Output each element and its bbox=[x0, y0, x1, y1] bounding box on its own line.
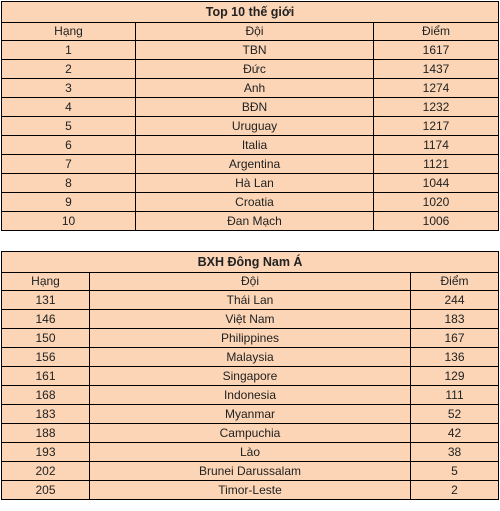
team-cell: Indonesia bbox=[90, 386, 411, 405]
team-cell: Singapore bbox=[90, 367, 411, 386]
points-column-header: Điểm bbox=[374, 23, 499, 41]
points-cell: 38 bbox=[411, 443, 499, 462]
table-row bbox=[2, 212, 499, 231]
sea-table-title-row bbox=[2, 252, 499, 273]
points-column-header: Điểm bbox=[411, 273, 499, 291]
table-row bbox=[2, 310, 499, 329]
sea-table-header-row bbox=[2, 273, 499, 291]
rank-column-header: Hạng bbox=[2, 273, 90, 291]
team-cell: Đức bbox=[136, 60, 374, 79]
rank-cell: 4 bbox=[2, 98, 136, 117]
points-cell: 244 bbox=[411, 291, 499, 310]
points-cell: 1121 bbox=[374, 155, 499, 174]
points-cell: 1274 bbox=[374, 79, 499, 98]
points-cell: 111 bbox=[411, 386, 499, 405]
table-row bbox=[2, 193, 499, 212]
table-row bbox=[2, 443, 499, 462]
table-row bbox=[2, 367, 499, 386]
points-cell: 183 bbox=[411, 310, 499, 329]
points-cell: 5 bbox=[411, 462, 499, 481]
points-cell: 1217 bbox=[374, 117, 499, 136]
team-cell: Malaysia bbox=[90, 348, 411, 367]
team-cell: Croatia bbox=[136, 193, 374, 212]
points-cell: 1006 bbox=[374, 212, 499, 231]
table-row bbox=[2, 291, 499, 310]
southeast-asia-ranking-table bbox=[1, 251, 499, 500]
rank-cell: 146 bbox=[2, 310, 90, 329]
table-row bbox=[2, 386, 499, 405]
world-table-header-row bbox=[2, 23, 499, 41]
points-cell: 42 bbox=[411, 424, 499, 443]
rank-column-header: Hạng bbox=[2, 23, 136, 41]
table-row bbox=[2, 117, 499, 136]
table-row bbox=[2, 98, 499, 117]
team-cell: Italia bbox=[136, 136, 374, 155]
world-table-title-row bbox=[2, 2, 499, 23]
team-cell: TBN bbox=[136, 41, 374, 60]
points-cell: 1617 bbox=[374, 41, 499, 60]
team-cell: Hà Lan bbox=[136, 174, 374, 193]
rank-cell: 8 bbox=[2, 174, 136, 193]
team-column-header: Đội bbox=[136, 23, 374, 41]
team-cell: BĐN bbox=[136, 98, 374, 117]
rank-cell: 7 bbox=[2, 155, 136, 174]
rank-cell: 150 bbox=[2, 329, 90, 348]
team-cell: Anh bbox=[136, 79, 374, 98]
table-row bbox=[2, 348, 499, 367]
rank-cell: 3 bbox=[2, 79, 136, 98]
rank-cell: 156 bbox=[2, 348, 90, 367]
rank-cell: 202 bbox=[2, 462, 90, 481]
team-column-header: Đội bbox=[90, 273, 411, 291]
rank-cell: 9 bbox=[2, 193, 136, 212]
team-cell: Việt Nam bbox=[90, 310, 411, 329]
points-cell: 2 bbox=[411, 481, 499, 500]
rank-cell: 1 bbox=[2, 41, 136, 60]
world-ranking-table bbox=[1, 1, 499, 231]
table-row bbox=[2, 481, 499, 500]
points-cell: 167 bbox=[411, 329, 499, 348]
team-cell: Campuchia bbox=[90, 424, 411, 443]
table-row bbox=[2, 462, 499, 481]
team-cell: Timor-Leste bbox=[90, 481, 411, 500]
team-cell: Philippines bbox=[90, 329, 411, 348]
rank-cell: 10 bbox=[2, 212, 136, 231]
points-cell: 1044 bbox=[374, 174, 499, 193]
points-cell: 129 bbox=[411, 367, 499, 386]
team-cell: Lào bbox=[90, 443, 411, 462]
table-row bbox=[2, 174, 499, 193]
table-row bbox=[2, 405, 499, 424]
team-cell: Uruguay bbox=[136, 117, 374, 136]
table-row bbox=[2, 60, 499, 79]
table-row bbox=[2, 41, 499, 60]
points-cell: 1020 bbox=[374, 193, 499, 212]
table-row bbox=[2, 136, 499, 155]
rank-cell: 205 bbox=[2, 481, 90, 500]
rank-cell: 131 bbox=[2, 291, 90, 310]
team-cell: Thái Lan bbox=[90, 291, 411, 310]
table-row bbox=[2, 79, 499, 98]
points-cell: 1437 bbox=[374, 60, 499, 79]
rank-cell: 193 bbox=[2, 443, 90, 462]
team-cell: Myanmar bbox=[90, 405, 411, 424]
rank-cell: 168 bbox=[2, 386, 90, 405]
points-cell: 1232 bbox=[374, 98, 499, 117]
table-row bbox=[2, 424, 499, 443]
rank-cell: 188 bbox=[2, 424, 90, 443]
points-cell: 52 bbox=[411, 405, 499, 424]
rank-cell: 161 bbox=[2, 367, 90, 386]
points-cell: 136 bbox=[411, 348, 499, 367]
table-row bbox=[2, 155, 499, 174]
team-cell: Đan Mạch bbox=[136, 212, 374, 231]
team-cell: Brunei Darussalam bbox=[90, 462, 411, 481]
table-row bbox=[2, 329, 499, 348]
points-cell: 1174 bbox=[374, 136, 499, 155]
rank-cell: 2 bbox=[2, 60, 136, 79]
rank-cell: 6 bbox=[2, 136, 136, 155]
world-table-title: Top 10 thế giới bbox=[2, 2, 499, 23]
rank-cell: 5 bbox=[2, 117, 136, 136]
team-cell: Argentina bbox=[136, 155, 374, 174]
rank-cell: 183 bbox=[2, 405, 90, 424]
sea-table-title: BXH Đông Nam Á bbox=[2, 252, 499, 273]
